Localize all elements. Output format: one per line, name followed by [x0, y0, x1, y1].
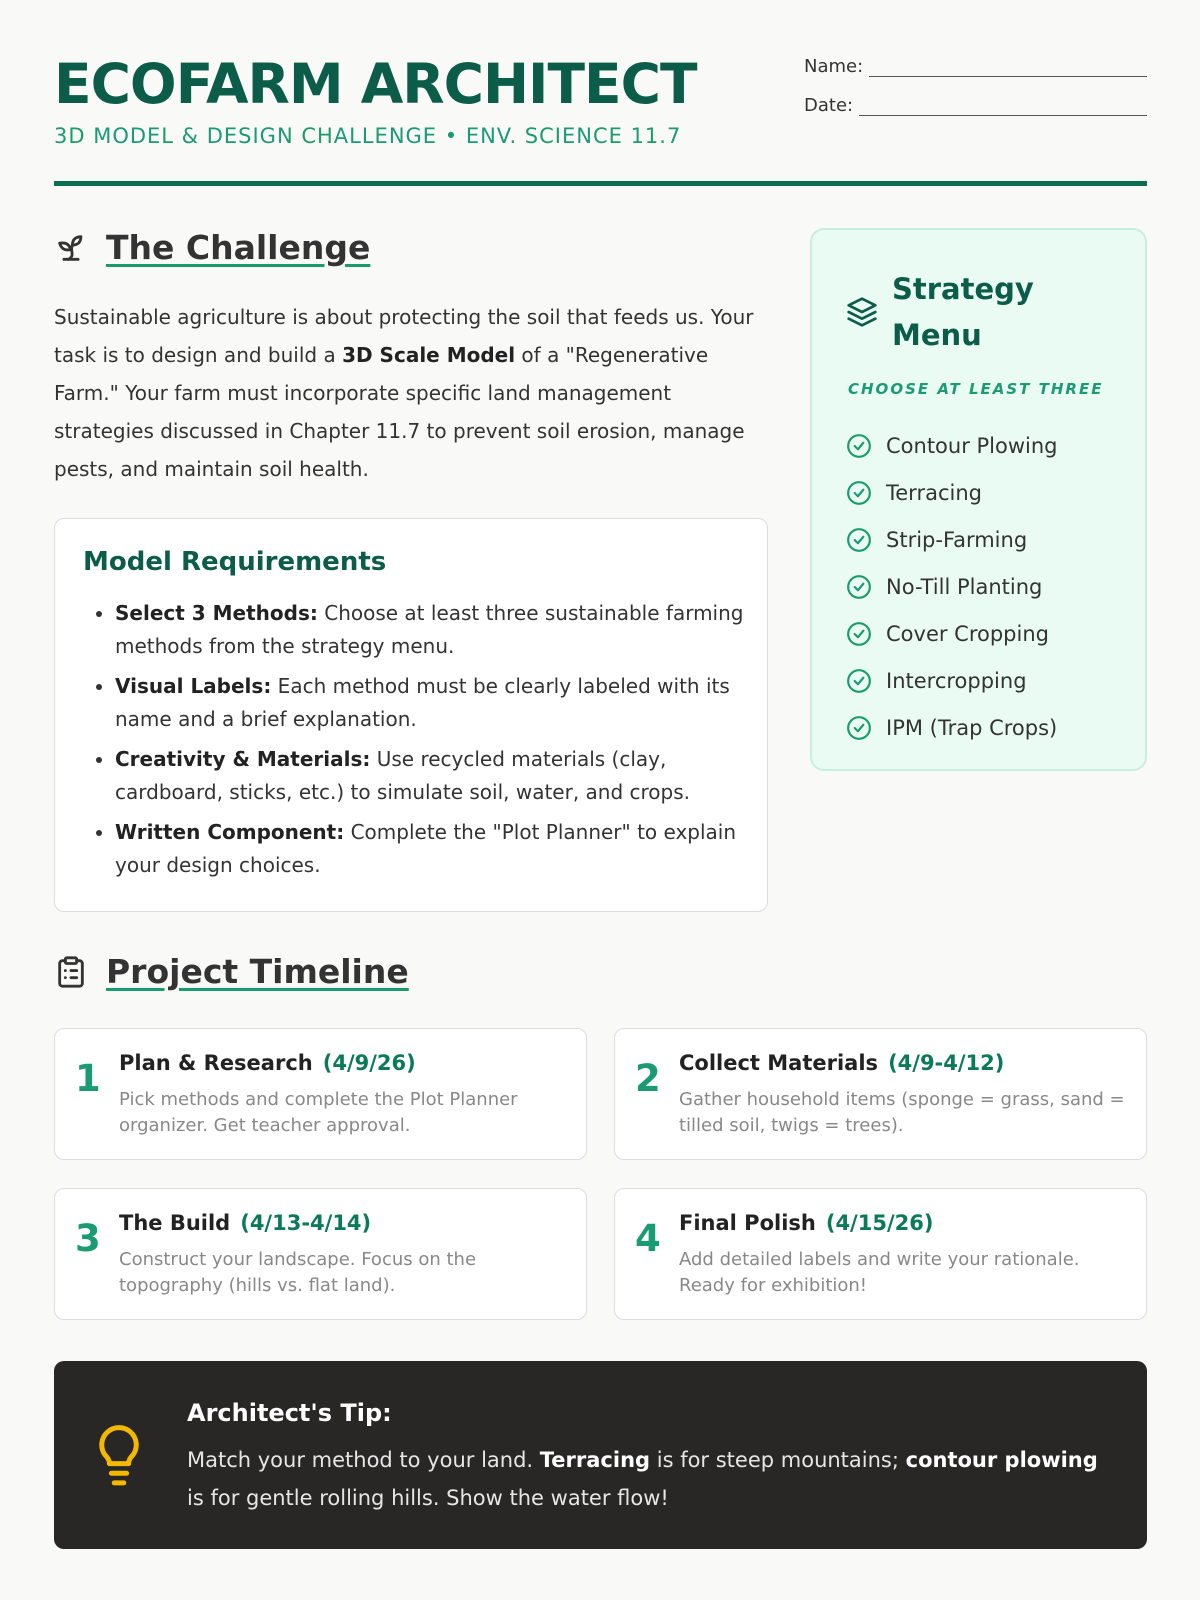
header-divider: [54, 181, 1147, 186]
tip-title: Architect's Tip:: [187, 1399, 392, 1427]
list-item: [846, 516, 1126, 563]
name-label: Name:: [804, 56, 864, 77]
requirement-label: Visual Labels:: [115, 674, 272, 698]
check-circle-icon: [846, 433, 872, 459]
timeline-step-4: [614, 1188, 1147, 1320]
date-label: Date:: [804, 95, 854, 116]
page-subtitle: 3D MODEL & DESIGN CHALLENGE • ENV. SCIENCE 11.7: [54, 124, 682, 148]
check-circle-icon: [846, 621, 872, 647]
check-circle-icon: [846, 480, 872, 506]
list-item: [846, 563, 1126, 610]
tip-text-3: is for gentle rolling hills. Show the water flow!: [187, 1486, 669, 1510]
tip-text: [187, 1441, 1107, 1517]
step-name: Plan & Research: [119, 1051, 313, 1075]
list-item: [846, 469, 1126, 516]
step-date: (4/15/26): [825, 1211, 934, 1235]
step-date: (4/13-4/14): [240, 1211, 372, 1235]
check-circle-icon: [846, 527, 872, 553]
requirement-text: Each method must be clearly labeled with its name and a brief explanation.: [115, 674, 730, 731]
list-item: [846, 422, 1126, 469]
step-name: The Build: [119, 1211, 231, 1235]
check-circle-icon: [846, 668, 872, 694]
check-circle-icon: [846, 715, 872, 741]
date-field[interactable]: [804, 95, 1147, 116]
strategy-item-label: No-Till Planting: [886, 574, 1043, 599]
requirement-label: Written Component:: [115, 820, 345, 844]
step-name: Final Polish: [679, 1211, 816, 1235]
step-description: Construct your landscape. Focus on the topography (hills vs. flat land).: [119, 1249, 477, 1296]
date-line[interactable]: [859, 99, 1147, 116]
list-item: [115, 743, 745, 809]
step-header: [679, 1051, 1004, 1075]
step-number: 2: [635, 1057, 661, 1100]
tip-bold-terracing: Terracing: [539, 1448, 651, 1472]
requirements-title: Model Requirements: [83, 547, 387, 577]
list-item: [115, 597, 745, 663]
tip-text-2: is for steep mountains;: [650, 1448, 906, 1472]
timeline-step-1: [54, 1028, 587, 1160]
timeline-step-3: [54, 1188, 587, 1320]
strategy-subtitle: CHOOSE AT LEAST THREE: [848, 380, 1104, 398]
intro-bold: 3D Scale Model: [342, 343, 516, 367]
requirement-text: Complete the "Plot Planner" to explain your design choices.: [115, 820, 737, 877]
name-field[interactable]: [804, 56, 1147, 77]
intro-text-2: of a "Regenerative Farm." Your farm must incorporate specific land management strategies discussed in Chapter 11.7 to prevent soil erosion, manage pests, and maintain soil health.: [54, 343, 745, 481]
worksheet-page: [54, 0, 1147, 1600]
tip-text-1: Match your method to your land.: [187, 1448, 540, 1472]
strategy-item-label: IPM (Trap Crops): [886, 715, 1058, 740]
strategy-menu: [810, 228, 1147, 771]
strategy-item-label: Cover Cropping: [886, 621, 1049, 646]
step-description: Gather household items (sponge = grass, sand = tilled soil, twigs = trees).: [679, 1089, 1125, 1136]
strategy-item-label: Intercropping: [886, 668, 1027, 693]
strategy-title: Strategy Menu: [892, 272, 1034, 352]
tip-bold-contour: contour plowing: [905, 1448, 1098, 1472]
step-description: Add detailed labels and write your rationale. Ready for exhibition!: [679, 1249, 1080, 1296]
requirements-card: [54, 518, 768, 912]
step-header: [119, 1051, 416, 1075]
step-description: Pick methods and complete the Plot Planner organizer. Get teacher approval.: [119, 1089, 518, 1136]
timeline-heading-text: Project Timeline: [106, 952, 409, 991]
requirement-text: Use recycled materials (clay, cardboard, sticks, etc.) to simulate soil, water, and crops.: [115, 747, 691, 804]
name-line[interactable]: [869, 60, 1147, 77]
page-title: ECOFARM ARCHITECT: [54, 52, 697, 116]
check-circle-icon: [846, 574, 872, 600]
step-date: (4/9/26): [322, 1051, 416, 1075]
intro-text-1: Sustainable agriculture is about protecting the soil that feeds us. Your task is to design and build a: [54, 305, 754, 367]
challenge-heading-text: The Challenge: [106, 228, 371, 267]
timeline-heading: [54, 952, 409, 991]
strategy-list: [846, 422, 1126, 751]
requirement-text: Choose at least three sustainable farming methods from the strategy menu.: [115, 601, 744, 658]
step-name: Collect Materials: [679, 1051, 879, 1075]
sprout-icon: [54, 231, 88, 265]
layers-icon: [846, 296, 878, 328]
timeline-step-2: [614, 1028, 1147, 1160]
strategy-item-label: Terracing: [886, 480, 982, 505]
requirements-list: [83, 597, 745, 889]
challenge-heading: [54, 228, 370, 267]
requirement-label: Select 3 Methods:: [115, 601, 318, 625]
list-item: [115, 816, 745, 882]
challenge-intro: [54, 298, 754, 488]
step-number: 4: [635, 1217, 661, 1260]
strategy-item-label: Contour Plowing: [886, 433, 1058, 458]
clipboard-icon: [54, 955, 88, 989]
list-item: [115, 670, 745, 736]
requirement-label: Creativity & Materials:: [115, 747, 371, 771]
architect-tip-box: [54, 1361, 1147, 1549]
list-item: [846, 657, 1126, 704]
step-header: [119, 1211, 371, 1235]
lightbulb-icon: [96, 1423, 142, 1489]
strategy-item-label: Strip-Farming: [886, 527, 1028, 552]
list-item: [846, 704, 1126, 751]
step-header: [679, 1211, 933, 1235]
step-date: (4/9-4/12): [888, 1051, 1005, 1075]
step-number: 3: [75, 1217, 101, 1260]
step-number: 1: [75, 1057, 101, 1100]
list-item: [846, 610, 1126, 657]
